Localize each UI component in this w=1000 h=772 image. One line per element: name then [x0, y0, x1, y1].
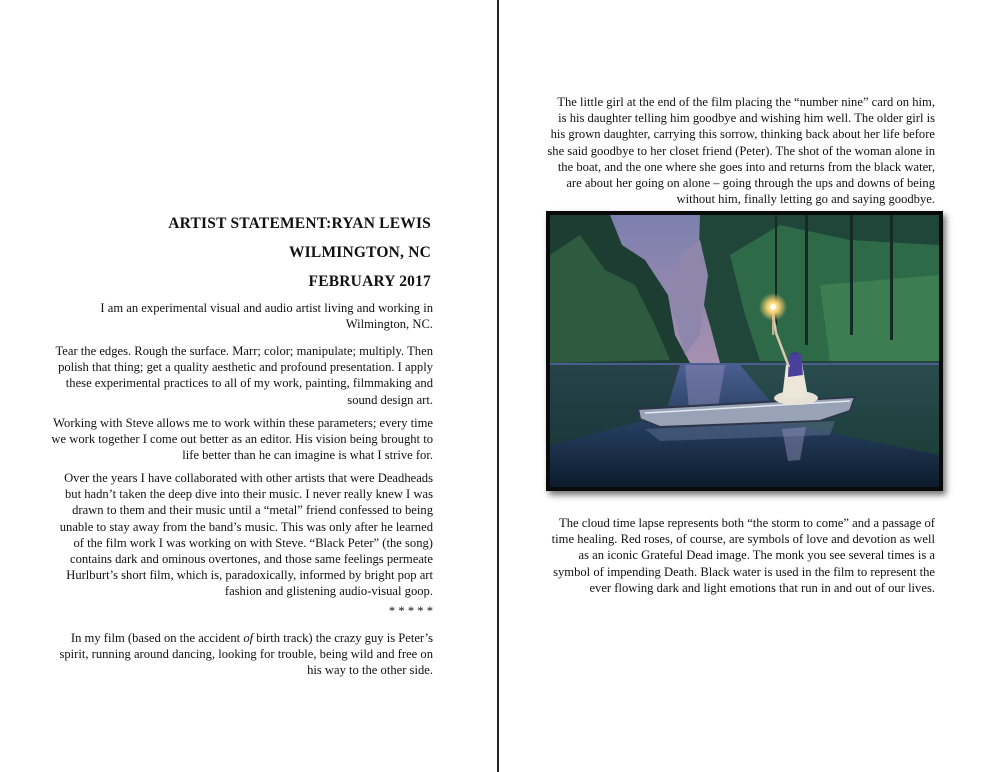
- location-heading: WILMINGTON, NC: [288, 244, 431, 261]
- paragraph-steve: Working with Steve allows me to work within these parameters; every time we work together I come out better as an editor. His vision being brought to life better than he can imagine is what I strive for.: [51, 416, 433, 463]
- paragraph-intro: I am an experimental visual and audio artist living and working in Wilmington, NC.: [100, 301, 433, 332]
- right-page: [501, 0, 1000, 772]
- film-text-italic: of: [243, 631, 254, 645]
- date-heading: FEBRUARY 2017: [308, 273, 431, 290]
- film-text-end: birth track) the crazy guy is Peter’s spirit, running around dancing, looking for trouble, being wild and free on his way to the other side.: [59, 631, 433, 678]
- artist-statement-title: ARTIST STATEMENT:RYAN LEWIS: [168, 215, 431, 232]
- paragraph-daughter: The little girl at the end of the film placing the “number nine” card on him, is his daughter telling him goodbye and wishing him well. The older girl is his grown daughter, carrying this sorrow, thinking back about her life before she said goodbye to her closet friend (Peter). The shot of the woman alone in the boat, and the one where she goes into and returns from the black water, are about her going on alone – going through the ups and downs of being without him, finally letting go and saying goodbye.: [547, 95, 935, 207]
- film-still-photo: [546, 211, 943, 491]
- paragraph-practices: Tear the edges. Rough the surface. Marr; color; manipulate; multiply. Then polish that thing; get a quality aesthetic and profound presentation. I apply these experimental practices to all of my work, painting, filmmaking and sound design art.: [55, 344, 433, 407]
- film-text-start: In my film (based on the accident: [70, 631, 244, 645]
- paragraph-collaboration: Over the years I have collaborated with other artists that were Deadheads but hadn’t taken the deep dive into their music. I never really knew I was drawn to them and their music until a “metal” friend confessed to being unable to stay away from the band’s music. This was only after he learned of the film work I was working on with Steve. “Black Peter” (the song) contains dark and ominous overtones, and those same feelings permeate Hurlburt’s short film, which is, paradoxically, informed by bright pop art fashion and glistening audio-visual goop.: [59, 471, 433, 599]
- paragraph-symbols: The cloud time lapse represents both “the storm to come” and a passage of time healing. Red roses, of course, are symbols of love and devotion as well as an iconic Grateful Dead image. The monk you see several times is a symbol of impending Death. Black water is used in the film to represent the ever flowing dark and light emotions that run in and out of our lives.: [551, 516, 935, 595]
- paragraph-film: [48, 630, 433, 679]
- left-page: [0, 0, 499, 772]
- section-separator: * * * * *: [388, 604, 433, 618]
- boat-scene-image: [550, 215, 939, 487]
